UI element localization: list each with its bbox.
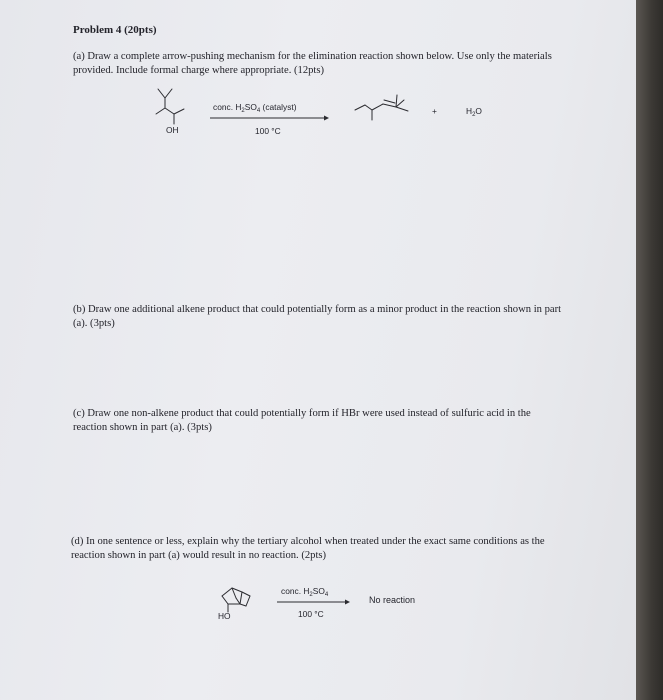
part-d-ho-label: HO [218, 611, 231, 621]
reagent-sub-4: 4 [324, 592, 329, 598]
reagent-sub-4: 4 [256, 108, 261, 114]
part-a-temperature: 100 °C [255, 126, 281, 136]
reagent-sub-2: 2 [309, 592, 313, 598]
part-a-oh-label: OH [166, 125, 179, 135]
part-a-plus-sign: + [432, 106, 437, 116]
part-a-water [466, 106, 482, 116]
part-d-result: No reaction [369, 595, 416, 605]
part-a-reaction-arrow [210, 114, 330, 122]
reagent-sub-2: 2 [241, 108, 245, 114]
water-o: O [475, 106, 482, 116]
reagent-mid: SO [244, 102, 257, 112]
water-h: H [466, 106, 473, 116]
part-b-prompt: (b) Draw one additional alkene product that could potentially form as a minor product in the reaction shown in part (a). (3pts) [73, 304, 562, 329]
part-d-reagent [281, 586, 328, 596]
part-a-reagent [213, 102, 297, 112]
part-a-alkene-product-structure [352, 92, 412, 124]
part-d-temperature: 100 °C [298, 609, 324, 619]
part-d-prompt: (d) In one sentence or less, explain why the tertiary alcohol when treated under the exact same conditions as the reaction shown in part (a) would result in no reaction. (2pts) [71, 536, 545, 561]
part-d-reaction-arrow [277, 598, 352, 606]
problem-title: Problem 4 (20pts) [73, 24, 157, 36]
reagent-suffix: (catalyst) [260, 102, 297, 112]
reagent-prefix: conc. H [213, 102, 242, 112]
part-a-prompt: (a) Draw a complete arrow-pushing mechanism for the elimination reaction shown below. Use only the materials provided. Include formal charge where appropriate. (12pts) [73, 51, 552, 76]
page-edge-background [636, 0, 663, 700]
reagent-mid: SO [312, 586, 325, 596]
reagent-prefix: conc. H [281, 586, 310, 596]
water-sub-2: 2 [472, 112, 476, 118]
part-c-prompt: (c) Draw one non-alkene product that could potentially form if HBr were used instead of sulfuric acid in the reaction shown in part (a). (3pts) [73, 408, 531, 433]
